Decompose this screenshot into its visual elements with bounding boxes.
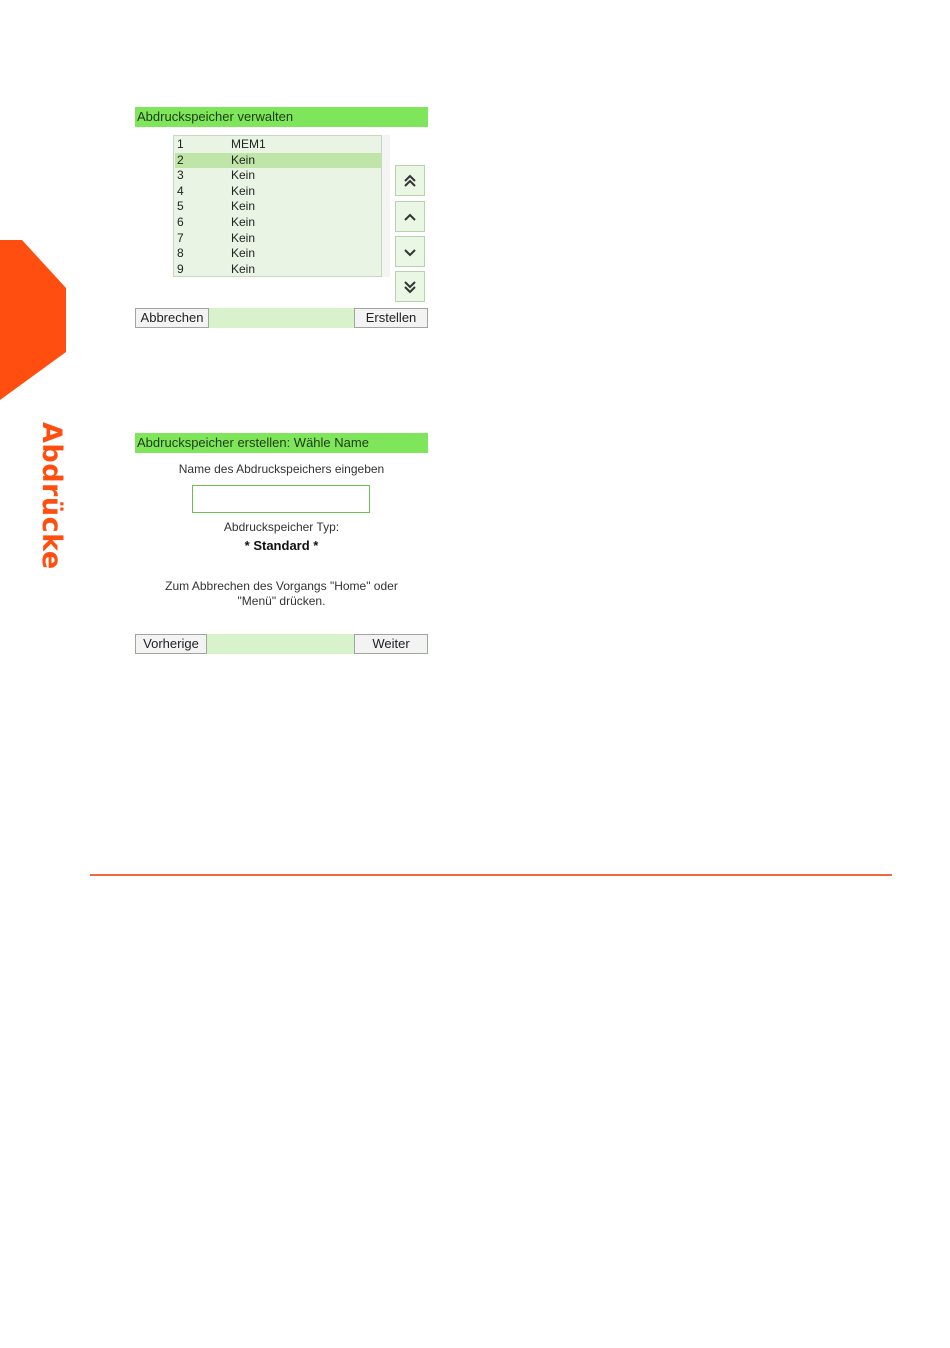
list-item[interactable]: [175, 168, 382, 183]
list-item-number: 9: [177, 261, 184, 276]
section-tab: [0, 240, 66, 400]
name-prompt: Name des Abdruckspeichers eingeben: [178, 462, 385, 476]
hint-line-1: Zum Abbrechen des Vorgangs "Home" oder: [165, 579, 398, 593]
list-item[interactable]: [175, 199, 382, 214]
list-item-number: 6: [177, 215, 184, 229]
page-down-button[interactable]: [395, 271, 425, 302]
scroll-up-button[interactable]: [395, 201, 425, 232]
screen-title: Abdruckspeicher verwalten: [135, 107, 428, 127]
list-item[interactable]: [175, 262, 382, 277]
list-item-name: Kein: [231, 199, 256, 214]
next-button[interactable]: Weiter: [354, 634, 428, 654]
list-item-name: Kein: [231, 246, 256, 261]
scroll-down-button[interactable]: [395, 236, 425, 267]
memory-list[interactable]: [173, 135, 390, 277]
chevron-down-icon: [402, 245, 418, 259]
list-item[interactable]: [175, 231, 382, 246]
list-item-name: Kein: [231, 215, 256, 229]
list-item-name: Kein: [231, 261, 256, 276]
manage-memory-screen: [135, 107, 428, 328]
list-item-number: 4: [177, 183, 184, 198]
chevron-up-icon: [402, 210, 418, 224]
list-item[interactable]: [175, 137, 382, 152]
page-up-button[interactable]: [395, 165, 425, 196]
create-memory-screen: [135, 433, 428, 654]
previous-button[interactable]: Vorherige: [135, 634, 207, 654]
section-label: Abdrücke: [36, 422, 67, 570]
list-item[interactable]: [175, 153, 382, 168]
soft-key-bar: [135, 308, 428, 328]
list-item[interactable]: [175, 246, 382, 261]
list-item-number: 8: [177, 246, 184, 261]
list-item-name: MEM1: [231, 137, 266, 151]
list-item[interactable]: [175, 215, 382, 230]
list-item-number: 5: [177, 199, 184, 214]
soft-key-bar: [135, 634, 428, 654]
double-chevron-up-icon: [402, 174, 418, 188]
list-scrollbar[interactable]: [381, 135, 390, 277]
hint-line-2: "Menü" drücken.: [237, 594, 326, 608]
section-divider: [90, 874, 892, 876]
type-value: * Standard *: [244, 538, 319, 553]
list-item-number: 1: [177, 137, 184, 151]
cancel-button[interactable]: Abbrechen: [135, 308, 209, 328]
screen-title: Abdruckspeicher erstellen: Wähle Name: [135, 433, 428, 453]
list-item-name: Kein: [231, 152, 256, 167]
create-button[interactable]: Erstellen: [354, 308, 428, 328]
list-item-number: 3: [177, 168, 184, 183]
list-item[interactable]: [175, 184, 382, 199]
memory-name-input[interactable]: [192, 485, 370, 513]
double-chevron-down-icon: [402, 280, 418, 294]
list-item-name: Kein: [231, 183, 256, 198]
list-item-name: Kein: [231, 230, 256, 245]
list-item-number: 2: [177, 152, 184, 167]
list-item-number: 7: [177, 230, 184, 245]
type-label: Abdruckspeicher Typ:: [223, 520, 340, 534]
list-item-name: Kein: [231, 168, 256, 183]
